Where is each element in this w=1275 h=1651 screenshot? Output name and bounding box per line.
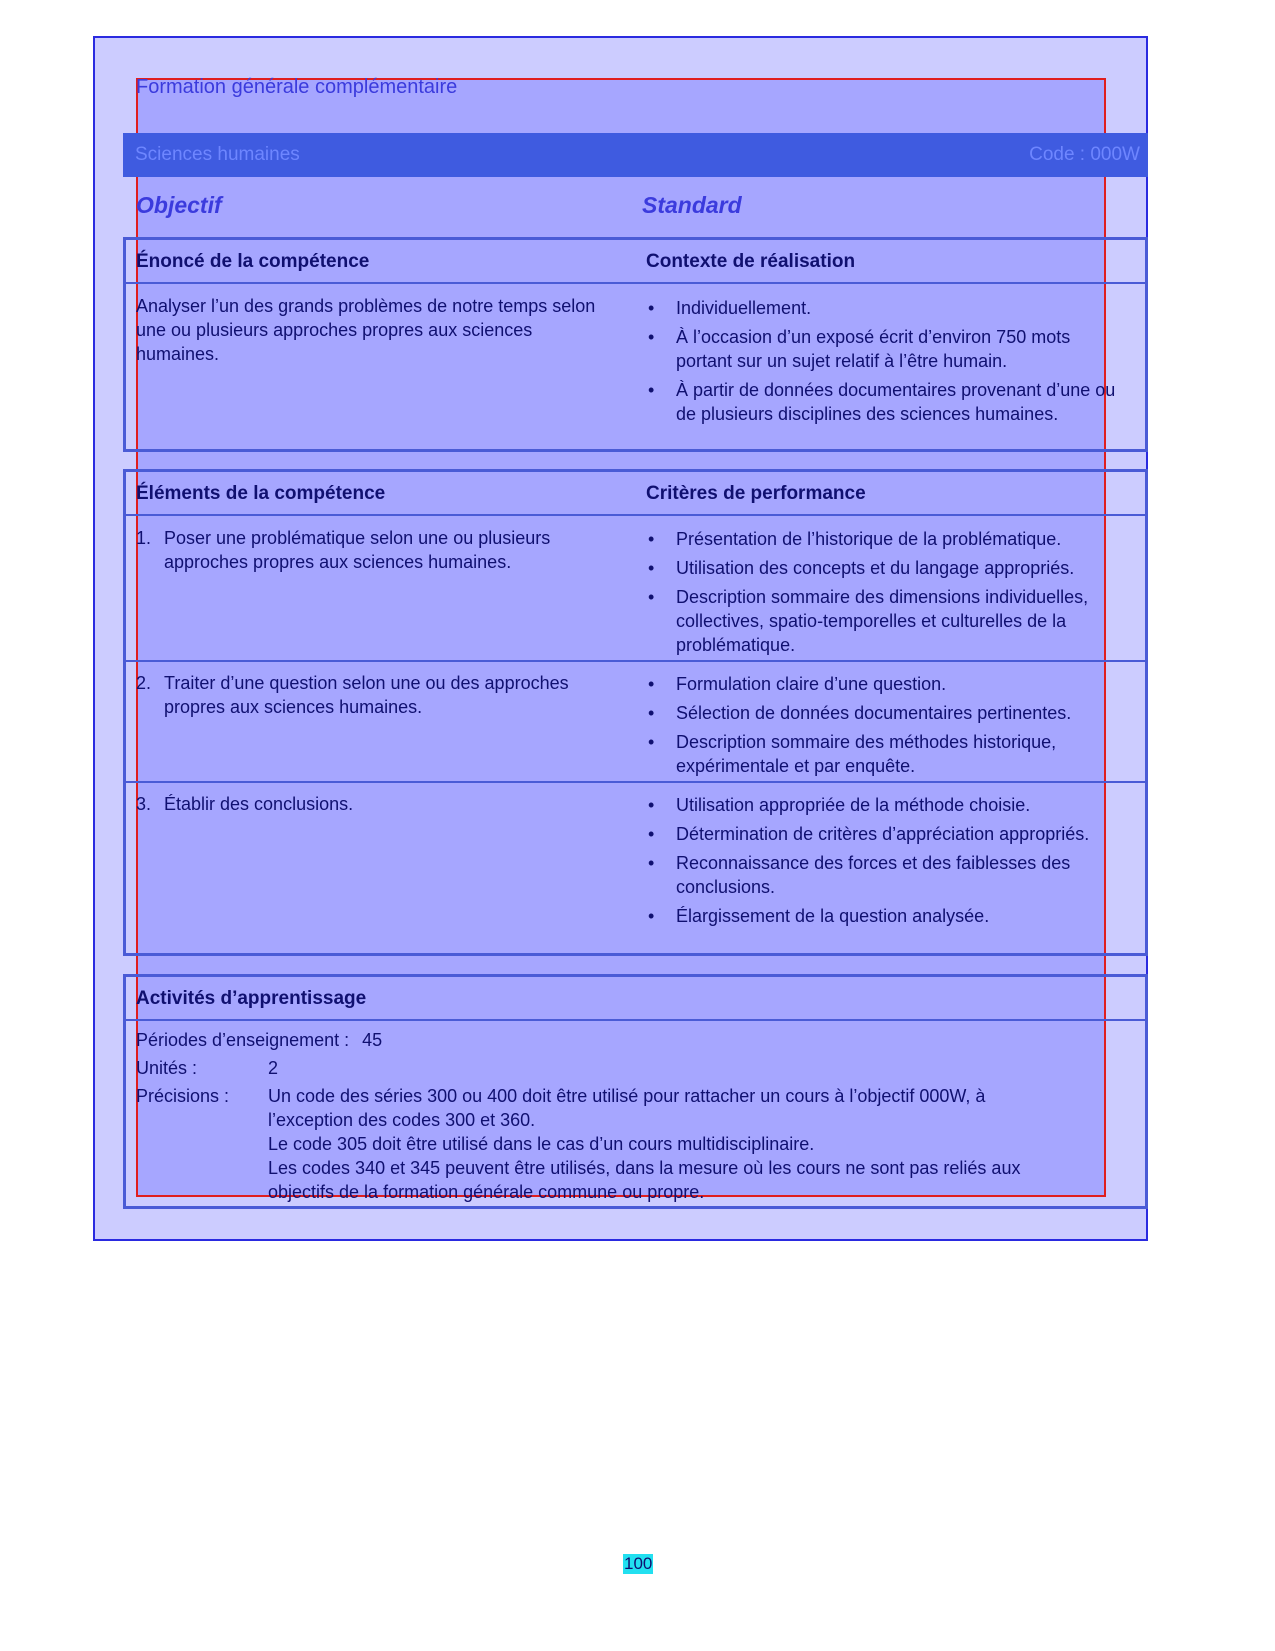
standard-heading: Standard: [642, 192, 742, 218]
criteria-list-1: [646, 527, 1126, 662]
page-number: 100: [624, 1554, 653, 1573]
enonce-header: Énoncé de la compétence: [136, 251, 370, 272]
periodes-label: Périodes d’enseignement :: [136, 1030, 350, 1050]
competence-table-header: [126, 240, 1145, 284]
list-item: • Reconnaissance des forces et des faiblesses des conclusions.: [646, 851, 1126, 899]
list-item: • Description sommaire des dimensions individuelles, collectives, spatio-temporelles et culturelles de la problématique.: [646, 585, 1126, 657]
unites-value: 2: [268, 1058, 279, 1078]
precisions-line: objectifs de la formation générale commune ou propre.: [268, 1182, 705, 1202]
page-title: Formation générale complémentaire: [136, 76, 458, 98]
list-item: • À partir de données documentaires provenant d’une ou de plusieurs disciplines des sciences humaines.: [646, 378, 1126, 426]
precisions-line: Le code 305 doit être utilisé dans le cas d’un cours multidisciplinaire.: [268, 1134, 815, 1154]
list-item: • Individuellement.: [646, 296, 1126, 320]
discipline-code: Code : 000W: [1029, 144, 1140, 165]
unites-line: [136, 1056, 279, 1080]
elements-table: [123, 469, 1148, 956]
discipline-name: Sciences humaines: [135, 144, 300, 165]
periodes-line: [136, 1028, 382, 1052]
elements-header: Éléments de la compétence: [136, 483, 386, 504]
contexte-list: [646, 296, 1126, 431]
list-item: • Formulation claire d’une question.: [646, 672, 1126, 696]
precisions-text: [268, 1084, 1128, 1204]
row-divider: [126, 660, 1145, 662]
list-item: • À l’occasion d’un exposé écrit d’environ 750 mots portant sur un sujet relatif à l’être humain.: [646, 325, 1126, 373]
precisions-label: Précisions :: [136, 1086, 230, 1106]
precisions-line: Les codes 340 et 345 peuvent être utilisés, dans la mesure où les cours ne sont pas reliés aux: [268, 1158, 1021, 1178]
objectif-heading: Objectif: [136, 192, 222, 218]
precisions-line: l’exception des codes 300 et 360.: [268, 1110, 536, 1130]
criteria-list-3: [646, 793, 1126, 933]
criteres-header: Critères de performance: [646, 483, 866, 504]
contexte-header: Contexte de réalisation: [646, 251, 856, 272]
discipline-banner: [123, 133, 1148, 177]
enonce-text: Analyser l’un des grands problèmes de notre temps selon une ou plusieurs approches propres aux sciences humaines.: [136, 296, 596, 364]
unites-label: Unités :: [136, 1058, 198, 1078]
list-item: • Élargissement de la question analysée.: [646, 904, 1126, 928]
activites-header: Activités d’apprentissage: [136, 988, 367, 1009]
criteria-list-2: [646, 672, 1126, 783]
list-item: • Présentation de l’historique de la problématique.: [646, 527, 1126, 551]
competence-table: [123, 237, 1148, 452]
list-item: • Utilisation appropriée de la méthode choisie.: [646, 793, 1126, 817]
row-divider: [126, 781, 1145, 783]
activites-table: [123, 974, 1148, 1209]
element-item-3: 3. Établir des conclusions.: [136, 794, 354, 814]
elements-table-header: [126, 472, 1145, 516]
periodes-value: 45: [362, 1030, 383, 1050]
element-item-2: 2. Traiter d’une question selon une ou des approches propres aux sciences humaines.: [136, 673, 569, 717]
list-item: • Sélection de données documentaires pertinentes.: [646, 701, 1126, 725]
element-item-1: 1. Poser une problématique selon une ou plusieurs approches propres aux sciences humaines.: [136, 528, 551, 572]
list-item: • Description sommaire des méthodes historique, expérimentale et par enquête.: [646, 730, 1126, 778]
precisions-line: Un code des séries 300 ou 400 doit être utilisé pour rattacher un cours à l’objectif 000W, à: [268, 1086, 986, 1106]
list-item: • Utilisation des concepts et du langage appropriés.: [646, 556, 1126, 580]
list-item: • Détermination de critères d’appréciation appropriés.: [646, 822, 1126, 846]
activites-table-header: [126, 977, 1145, 1021]
